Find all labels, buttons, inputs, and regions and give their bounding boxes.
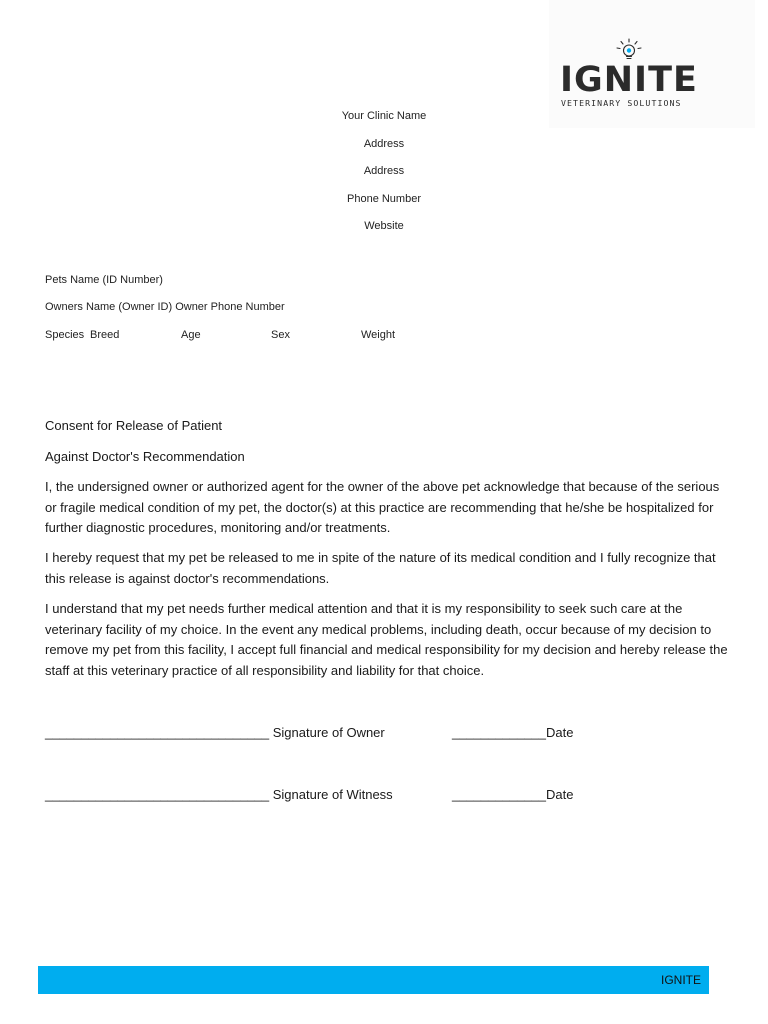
footer-bar bbox=[38, 966, 709, 994]
pets-name-field: Pets Name (ID Number) bbox=[45, 274, 163, 286]
consent-paragraph-1: I, the undersigned owner or authorized agent for the owner of the above pet acknowledge that because of the serious or fragile medical condition of my pet, the doctor(s) at this practice are recommending that he/she be hospitalized for further diagnostic procedures, monitoring and/or treatments. bbox=[45, 479, 720, 535]
witness-date-line: _____________Date bbox=[452, 787, 574, 802]
logo-wordmark: IGNITE bbox=[560, 60, 698, 100]
witness-signature-line: _______________________________ Signature of Witness bbox=[45, 787, 393, 802]
owners-name-field: Owners Name (Owner ID) Owner Phone Number bbox=[45, 301, 285, 313]
clinic-name: Your Clinic Name bbox=[341, 110, 427, 122]
owner-signature-line: _______________________________ Signature of Owner bbox=[45, 725, 385, 740]
consent-heading-1: Consent for Release of Patient bbox=[45, 418, 223, 433]
clinic-phone: Phone Number bbox=[347, 193, 421, 205]
clinic-website: Website bbox=[364, 220, 404, 232]
breed-field: Breed bbox=[90, 329, 120, 341]
consent-paragraph-3: I understand that my pet needs further medical attention and that it is my responsibility to seek such care at the veterinary facility of my choice. In the event any medical problems, including death, occur because of my decision to remove my pet from this facility, I accept full financial and medical responsibility for my decision and hereby release the staff at this veterinary practice of all responsibility and liability for that choice. bbox=[45, 601, 728, 678]
consent-heading-2: Against Doctor's Recommendation bbox=[45, 449, 245, 464]
sex-field: Sex bbox=[271, 329, 290, 341]
age-field: Age bbox=[181, 329, 201, 341]
consent-paragraph-2: I hereby request that my pet be released to me in spite of the nature of its medical condition and I fully recognize that this release is against doctor's recommendations. bbox=[45, 550, 716, 586]
logo-tagline: VETERINARY SOLUTIONS bbox=[561, 98, 682, 108]
weight-field: Weight bbox=[361, 329, 396, 341]
owner-date-line: _____________Date bbox=[452, 725, 574, 740]
footer-brand-text: IGNITE bbox=[660, 973, 701, 987]
clinic-address-2: Address bbox=[363, 165, 405, 177]
clinic-address-1: Address bbox=[363, 138, 405, 150]
species-field: Species bbox=[45, 329, 85, 341]
